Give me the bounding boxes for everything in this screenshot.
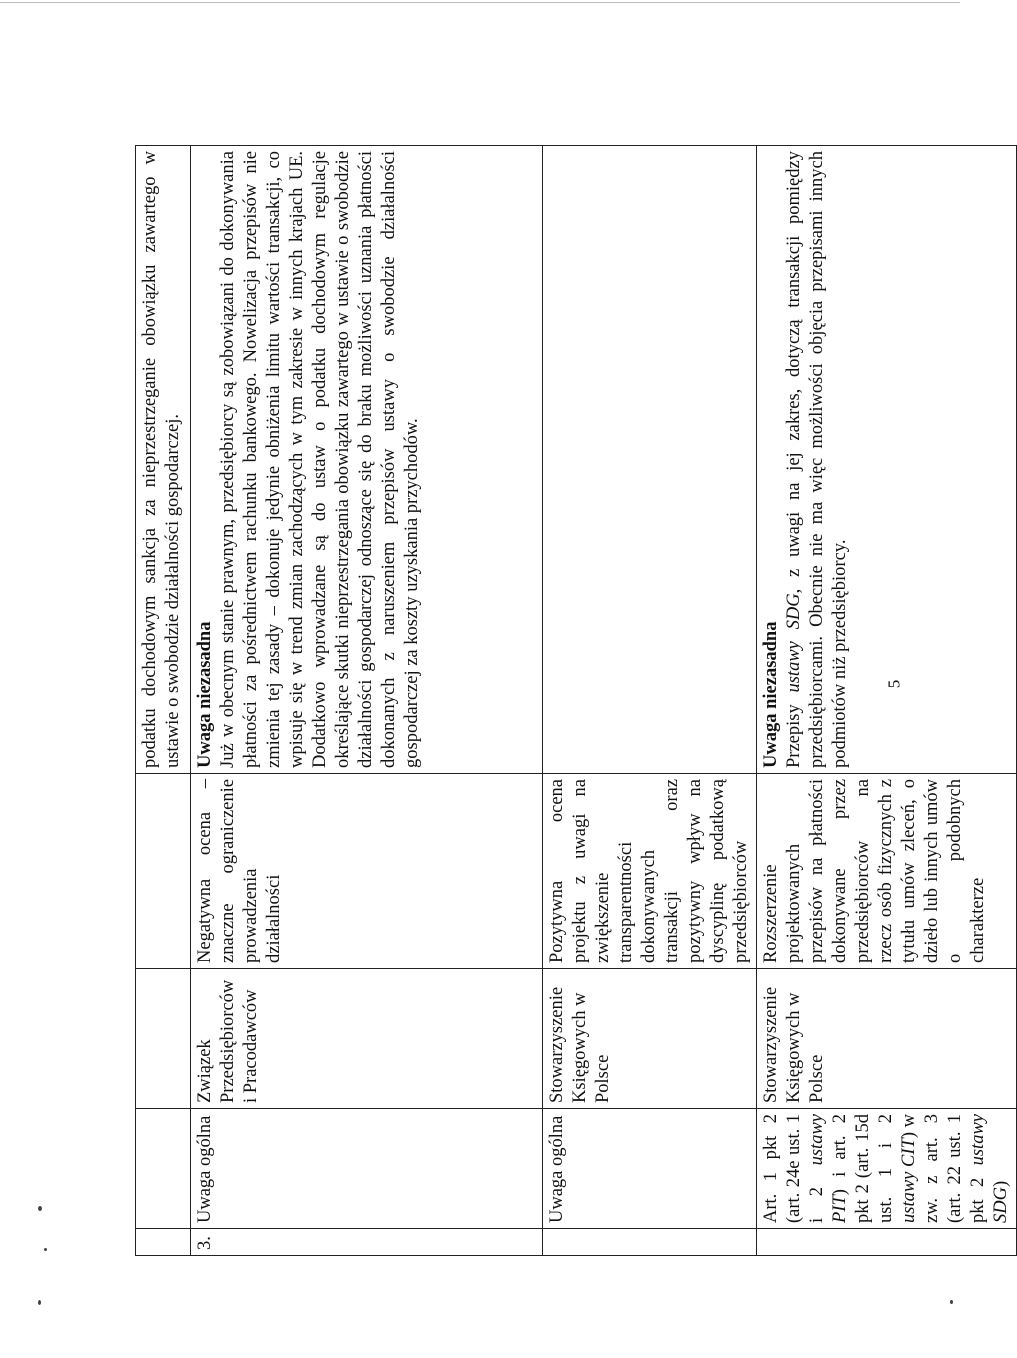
article-text: ) i art. 2 pkt 2 (art. 15d ust. 1 i 2 — [830, 1114, 896, 1223]
scan-speck — [44, 1248, 47, 1251]
cell-organization — [136, 969, 191, 1109]
position-text: Już w obecnym stanie prawnym, przedsiębiorcy są zobowiązani do dokonywania płatności za pośrednictwem rachunku bankowego. Nowelizacja przepisów nie zmienia tej zasady – dokonuje jedynie obniżenia limitu wartości transakcji, co wpisuje się w trend zmian zachodzących w tym zakresie w innych krajach UE. Dodatkowo wprowadzane są do ustaw o podatku dochodowym regulacje określające skutki nieprzestrzegania obowiązku zawartego w ustawie o swobodzie działalności gospodarczej odnoszące się do braku możliwości uznania płatności dokonanych z naruszeniem przepisów ustawy o swobodzie działalności gospodarczej za koszty uzyskania przychodów. — [218, 151, 422, 768]
position-text — [783, 151, 852, 768]
scan-edge-line — [0, 2, 960, 3]
cell-organization: Związek Przedsiębiorców i Pracodawców — [191, 969, 543, 1109]
cell-article: Uwaga ogólna — [191, 1109, 543, 1229]
scan-speck — [950, 1300, 953, 1304]
cell-content: Pozytywna ocena projektu z uwagi na zwiększenie transparentności dokonywanych transakcji oraz pozytywny wpływ na dyscyplinę podatkową przedsiębiorców — [543, 774, 757, 969]
cell-article: Uwaga ogólna — [543, 1109, 757, 1229]
scan-speck — [38, 1206, 42, 1211]
scan-speck — [38, 1300, 41, 1305]
article-text: ) w zw. z art. 3 (art. 22 ust. 1 pkt 2 — [899, 1114, 988, 1223]
article-text: Art. 1 pkt 2 (art. 24e ust. 1 i 2 — [761, 1114, 827, 1223]
cell-content: Rozszerzenie projektowanych przepisów na płatności dokonywane przez przedsiębiorców na rzecz osób fizycznych z tytułu umów zleceń, o dzieło lub innych umów o podobnych charakterze — [757, 774, 1017, 969]
table-row — [757, 146, 1017, 1256]
table-row — [191, 146, 543, 1256]
article-act-name: ustawy PIT — [807, 1114, 850, 1223]
article-act-name: ustawy CIT — [899, 1138, 919, 1223]
cell-organization: Stowarzyszenie Księgowych w Polsce — [757, 969, 1017, 1109]
cell-lp — [543, 1229, 757, 1256]
position-text-part: , z uwagi na jej zakres, dotyczą transakcji pomiędzy przedsiębiorcami. Obecnie nie ma więc możliwości objęcia przepisami innych podmiotów niż przedsiębiorcy. — [784, 151, 850, 768]
table-row — [543, 146, 757, 1256]
cell-lp — [136, 1229, 191, 1256]
cell-position — [191, 146, 543, 774]
table-row — [136, 146, 191, 1256]
cell-position: podatku dochodowym sankcja za nieprzestrzeganie obowiązku zawartego w ustawie o swobodzie działalności gospodarczej. — [136, 146, 191, 774]
position-act-name: ustawy SDG — [784, 593, 804, 693]
position-text-part: Przepisy — [784, 692, 804, 768]
cell-content — [136, 774, 191, 969]
cell-position — [543, 146, 757, 774]
article-text: ) — [991, 1180, 1011, 1188]
rotated-table-wrapper — [135, 146, 1011, 1256]
cell-organization: Stowarzyszenie Księgowych w Polsce — [543, 969, 757, 1109]
page-number: 5 — [884, 679, 904, 689]
cell-content: Negatywna ocena – znaczne ograniczenie prowadzenia działalności — [191, 774, 543, 969]
position-title: Uwaga niezasadna — [195, 621, 215, 768]
cell-article — [136, 1109, 191, 1229]
cell-lp: 3. — [191, 1229, 543, 1256]
cell-article — [757, 1109, 1017, 1229]
cell-lp — [757, 1229, 1017, 1256]
article-act-name: ustawy SDG — [968, 1114, 1011, 1223]
comments-table — [135, 145, 1017, 1256]
position-title: Uwaga niezasadna — [761, 621, 781, 768]
